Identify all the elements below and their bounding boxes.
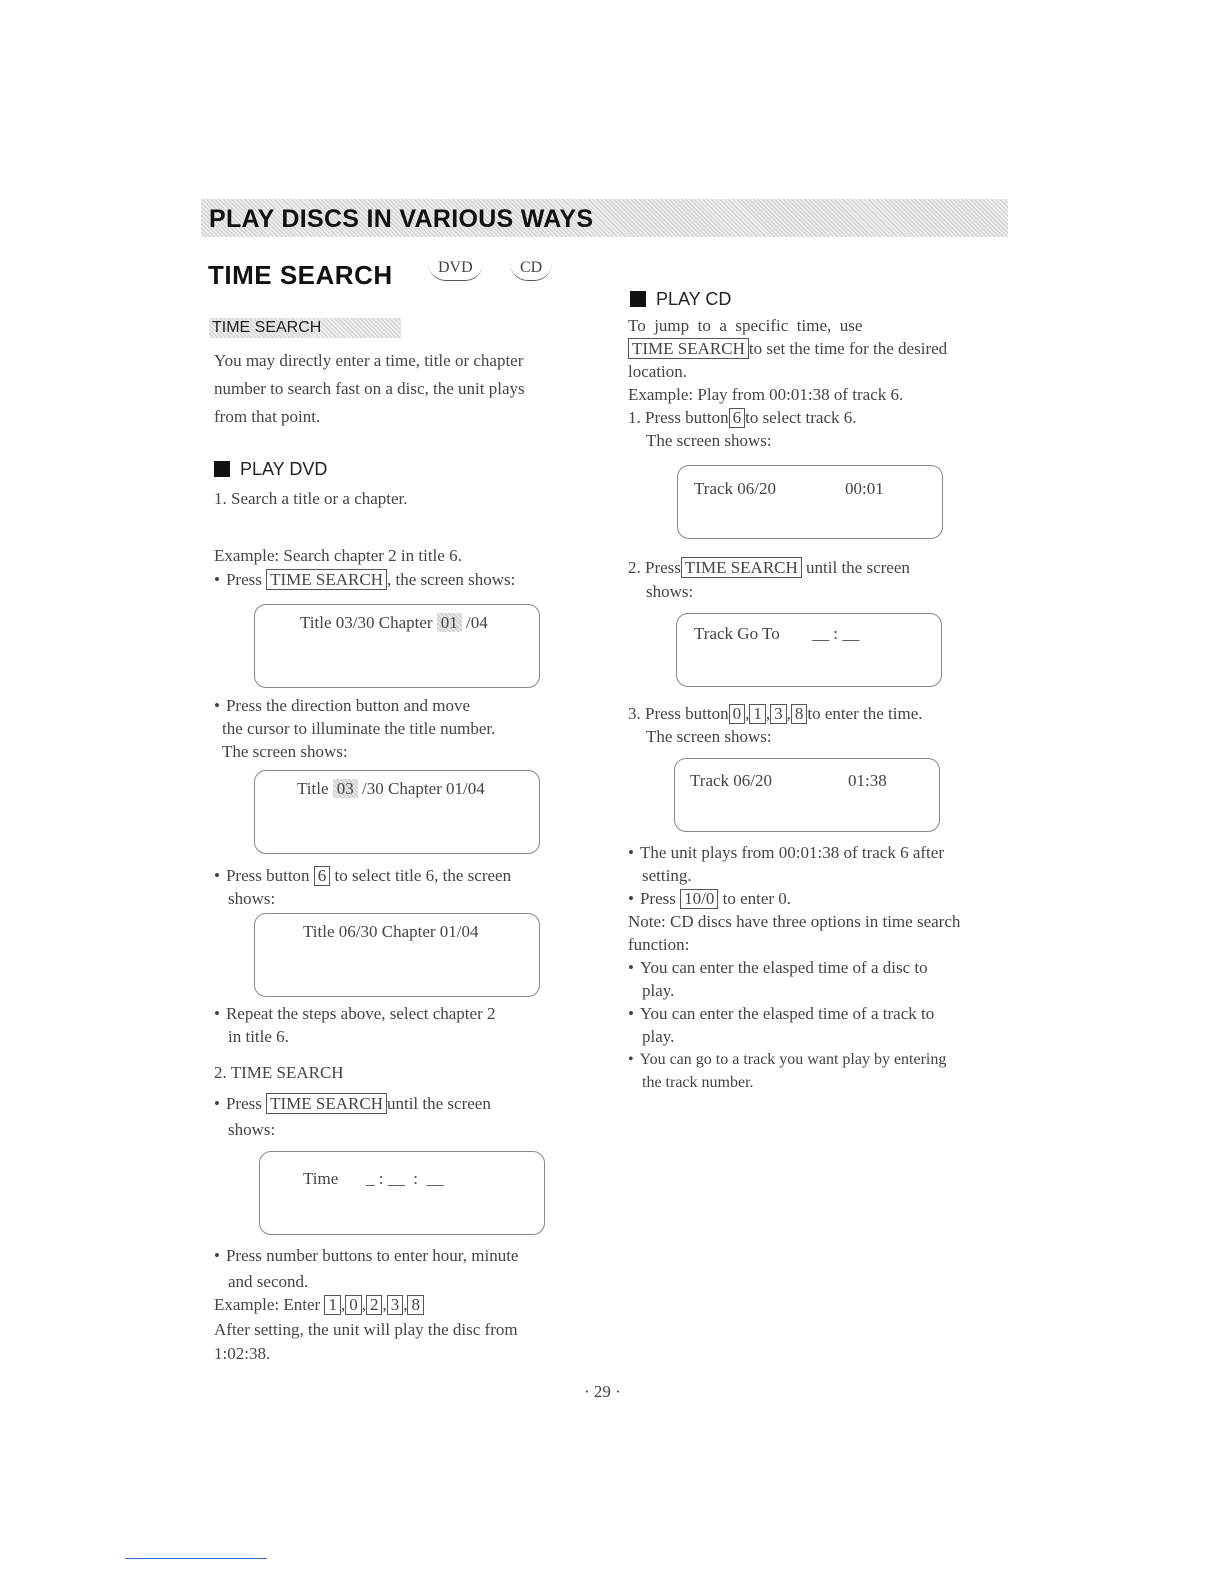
cd-example: Example: Play from 00:01:38 of track 6. bbox=[628, 385, 904, 404]
cd-notes: • The unit plays from 00:01:38 of track 6 after setting. • Press 10/0 to enter 0. Note: CD discs have three options in time search function: • You can enter the elasped time of a disc to play. • You can enter the elasped time of a track to play. • You can go to a track you want play by entering the track number. bbox=[628, 841, 1008, 1094]
key-0: 0 bbox=[729, 704, 746, 724]
screen-value: _ : __ : __ bbox=[366, 1169, 444, 1188]
dvd-example: Example: Search chapter 2 in title 6. bbox=[214, 546, 462, 565]
screen-display bbox=[674, 758, 940, 832]
screen-display bbox=[677, 465, 943, 539]
after-line: After setting, the unit will play the disc from bbox=[214, 1320, 518, 1339]
screen-text: Title 06/30 Chapter 01/04 bbox=[303, 922, 479, 941]
option-line: the track number. bbox=[642, 1074, 754, 1091]
time-search-key: TIME SEARCH bbox=[681, 557, 802, 578]
direction-line: the cursor to illuminate the title number. bbox=[222, 719, 496, 738]
jump-line: To jump to a specific time, use bbox=[628, 316, 863, 335]
screen-text: Title 03/30 Chapter 01 /04 bbox=[300, 613, 488, 632]
intro-line: You may directly enter a time, title or chapter bbox=[214, 351, 524, 370]
highlight-value: 03 bbox=[333, 779, 358, 798]
square-bullet-icon bbox=[214, 461, 230, 477]
press-suffix: , the screen shows: bbox=[386, 570, 516, 589]
option-line: play. bbox=[642, 1027, 675, 1046]
key-10-0: 10/0 bbox=[680, 889, 718, 909]
screen-display bbox=[254, 604, 540, 688]
repeat-paragraph: • Repeat the steps above, select chapter 2 in title 6. bbox=[214, 1002, 495, 1048]
repeat-line: in title 6. bbox=[228, 1027, 289, 1046]
direction-line: The screen shows: bbox=[222, 742, 348, 761]
intro-line: number to search fast on a disc, the unit plays bbox=[214, 379, 525, 398]
play-dvd-heading bbox=[214, 459, 327, 480]
screen-label: Time bbox=[303, 1169, 339, 1188]
subheading: TIME SEARCH bbox=[209, 318, 401, 338]
unit-plays-line: setting. bbox=[642, 866, 692, 885]
time-search-key: TIME SEARCH bbox=[266, 569, 387, 590]
section-title: TIME SEARCH bbox=[208, 260, 393, 290]
cd-intro: To jump to a specific time, use TIME SEARCH to set the time for the desired location. Example: Play from 00:01:38 of track 6. 1. Press button 6 to select track 6. The screen shows: bbox=[628, 314, 998, 452]
screen-display bbox=[259, 1151, 545, 1235]
cd-badge: CD bbox=[510, 259, 552, 281]
press-until: • Press TIME SEARCH until the screen shows: bbox=[214, 1092, 491, 1141]
after-line: 1:02:38. bbox=[214, 1344, 271, 1363]
screen-shows: The screen shows: bbox=[646, 431, 772, 450]
screen-label: Track 06/20 bbox=[694, 479, 777, 498]
key-1: 1 bbox=[749, 704, 766, 724]
play-dvd-label: PLAY DVD bbox=[240, 459, 328, 479]
cd-step2: 2. Press TIME SEARCH until the screen shows: bbox=[628, 558, 910, 601]
screen-label: Track Go To bbox=[694, 624, 780, 643]
screen-value: __ : __ bbox=[812, 624, 860, 643]
press-text: Press bbox=[225, 570, 262, 589]
section-banner bbox=[201, 199, 1008, 237]
number-paragraph: • Press number buttons to enter hour, minute and second. bbox=[214, 1243, 518, 1295]
press-button-6: • Press button 6 to select title 6, the screen shows: bbox=[214, 864, 511, 910]
screen-value: 01:38 bbox=[848, 771, 887, 790]
bullet bbox=[214, 570, 226, 589]
banner-title: PLAY DISCS IN VARIOUS WAYS bbox=[209, 205, 594, 233]
dvd-press-time-search bbox=[214, 568, 515, 591]
example-enter: Example: Enter 1 , 0 , 2 , 3 , 8 bbox=[214, 1293, 424, 1316]
screen-display bbox=[254, 913, 540, 997]
play-cd-label: PLAY CD bbox=[656, 289, 732, 309]
location-line: location. bbox=[628, 362, 688, 381]
key-8: 8 bbox=[791, 704, 808, 724]
key-8: 8 bbox=[407, 1295, 424, 1315]
screen-display bbox=[676, 613, 942, 687]
shows-text: shows: bbox=[228, 1120, 276, 1139]
key-1: 1 bbox=[324, 1295, 341, 1315]
note-line: function: bbox=[628, 935, 690, 954]
dvd-step2: 2. TIME SEARCH bbox=[214, 1063, 344, 1082]
screen-display bbox=[254, 770, 540, 854]
key-0: 0 bbox=[345, 1295, 362, 1315]
key-6: 6 bbox=[314, 866, 331, 886]
screen-text: Title 03 /30 Chapter 01/04 bbox=[297, 779, 485, 798]
screen-shows: The screen shows: bbox=[646, 727, 772, 746]
shows-text: shows: bbox=[646, 582, 694, 601]
after-paragraph bbox=[214, 1318, 518, 1366]
screen-value: 00:01 bbox=[845, 479, 884, 498]
time-search-key: TIME SEARCH bbox=[628, 338, 749, 359]
time-search-key: TIME SEARCH bbox=[266, 1093, 387, 1114]
intro-paragraph bbox=[214, 347, 525, 431]
number-line: and second. bbox=[228, 1272, 309, 1291]
key-3: 3 bbox=[387, 1295, 404, 1315]
direction-line: • Press the direction button and move bbox=[214, 694, 495, 717]
dvd-badge: DVD bbox=[428, 259, 483, 281]
highlight-value: 01 bbox=[437, 613, 462, 632]
play-cd-heading bbox=[630, 289, 731, 310]
dvd-step1: 1. Search a title or a chapter. bbox=[214, 489, 408, 508]
key-2: 2 bbox=[366, 1295, 383, 1315]
square-bullet-icon bbox=[630, 291, 646, 307]
direction-paragraph bbox=[214, 694, 495, 763]
option-line: play. bbox=[642, 981, 675, 1000]
shows-text: shows: bbox=[228, 889, 276, 908]
note-line: Note: CD discs have three options in time search bbox=[628, 912, 961, 931]
intro-line: from that point. bbox=[214, 407, 321, 426]
page-number: · 29 · bbox=[584, 1382, 621, 1401]
key-3: 3 bbox=[770, 704, 787, 724]
key-6: 6 bbox=[729, 408, 746, 428]
footer-rule bbox=[125, 1558, 267, 1559]
screen-label: Track 06/20 bbox=[690, 771, 773, 790]
cd-step3: 3. Press button 0 , 1 , 3 , 8 to enter the time. The screen shows: bbox=[628, 704, 923, 746]
